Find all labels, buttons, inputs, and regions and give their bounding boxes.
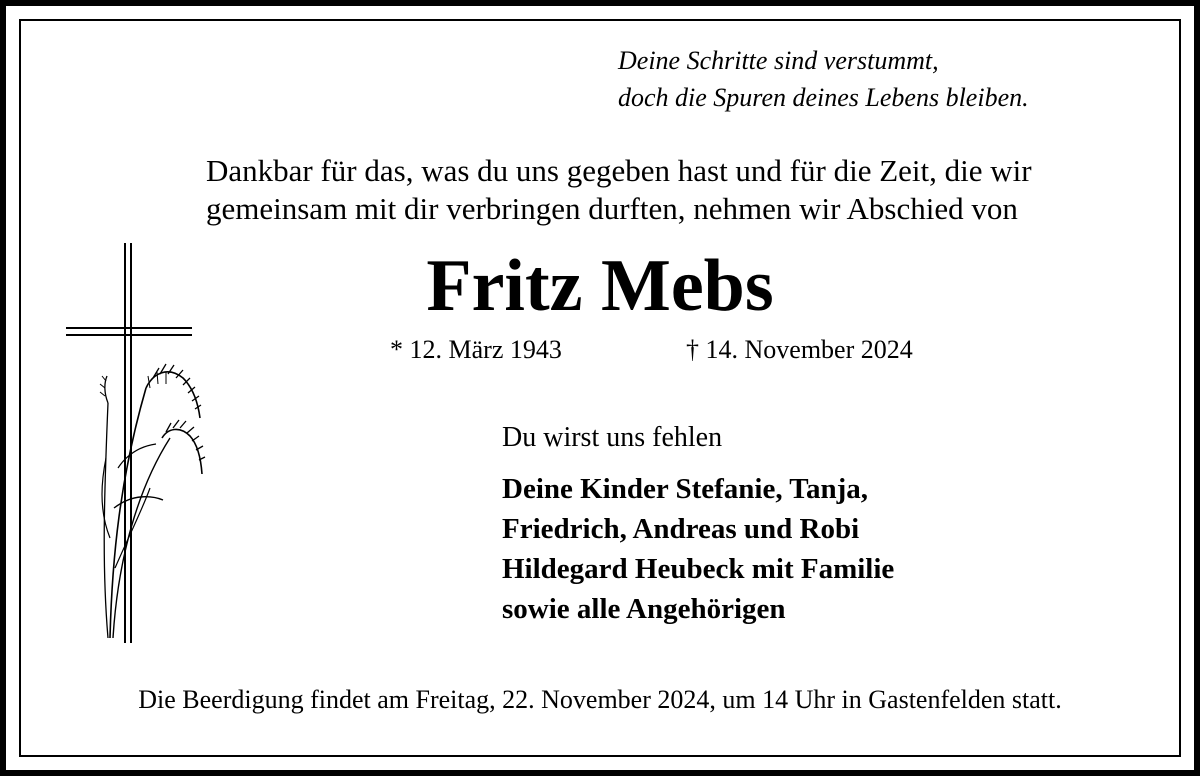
- deceased-name: Fritz Mebs: [426, 245, 774, 327]
- mourner-line: Hildegard Heubeck mit Familie: [502, 553, 895, 585]
- mourners-list: [502, 469, 894, 629]
- cross-with-wheat-icon: [58, 238, 208, 648]
- birth-date: * 12. März 1943: [390, 335, 562, 364]
- death-date: † 14. November 2024: [686, 335, 913, 364]
- motto-line-1: Deine Schritte sind verstummt,: [618, 46, 939, 75]
- intro-line-2: gemeinsam mit dir verbringen durften, nehmen wir Abschied von: [206, 191, 1018, 226]
- closing-line: Du wirst uns fehlen: [502, 422, 723, 453]
- intro-text: [206, 152, 1156, 228]
- mourner-line: Deine Kinder Stefanie, Tanja,: [502, 473, 869, 505]
- funeral-info: Die Beerdigung findet am Freitag, 22. November 2024, um 14 Uhr in Gastenfelden statt.: [138, 685, 1062, 714]
- mourner-line: Friedrich, Andreas und Robi: [502, 513, 860, 545]
- motto-quote: [618, 42, 1029, 116]
- intro-line-1: Dankbar für das, was du uns gegeben hast und für die Zeit, die wir: [206, 153, 1032, 188]
- motto-line-2: doch die Spuren deines Lebens bleiben.: [618, 83, 1029, 112]
- mourner-line: sowie alle Angehörigen: [502, 593, 786, 625]
